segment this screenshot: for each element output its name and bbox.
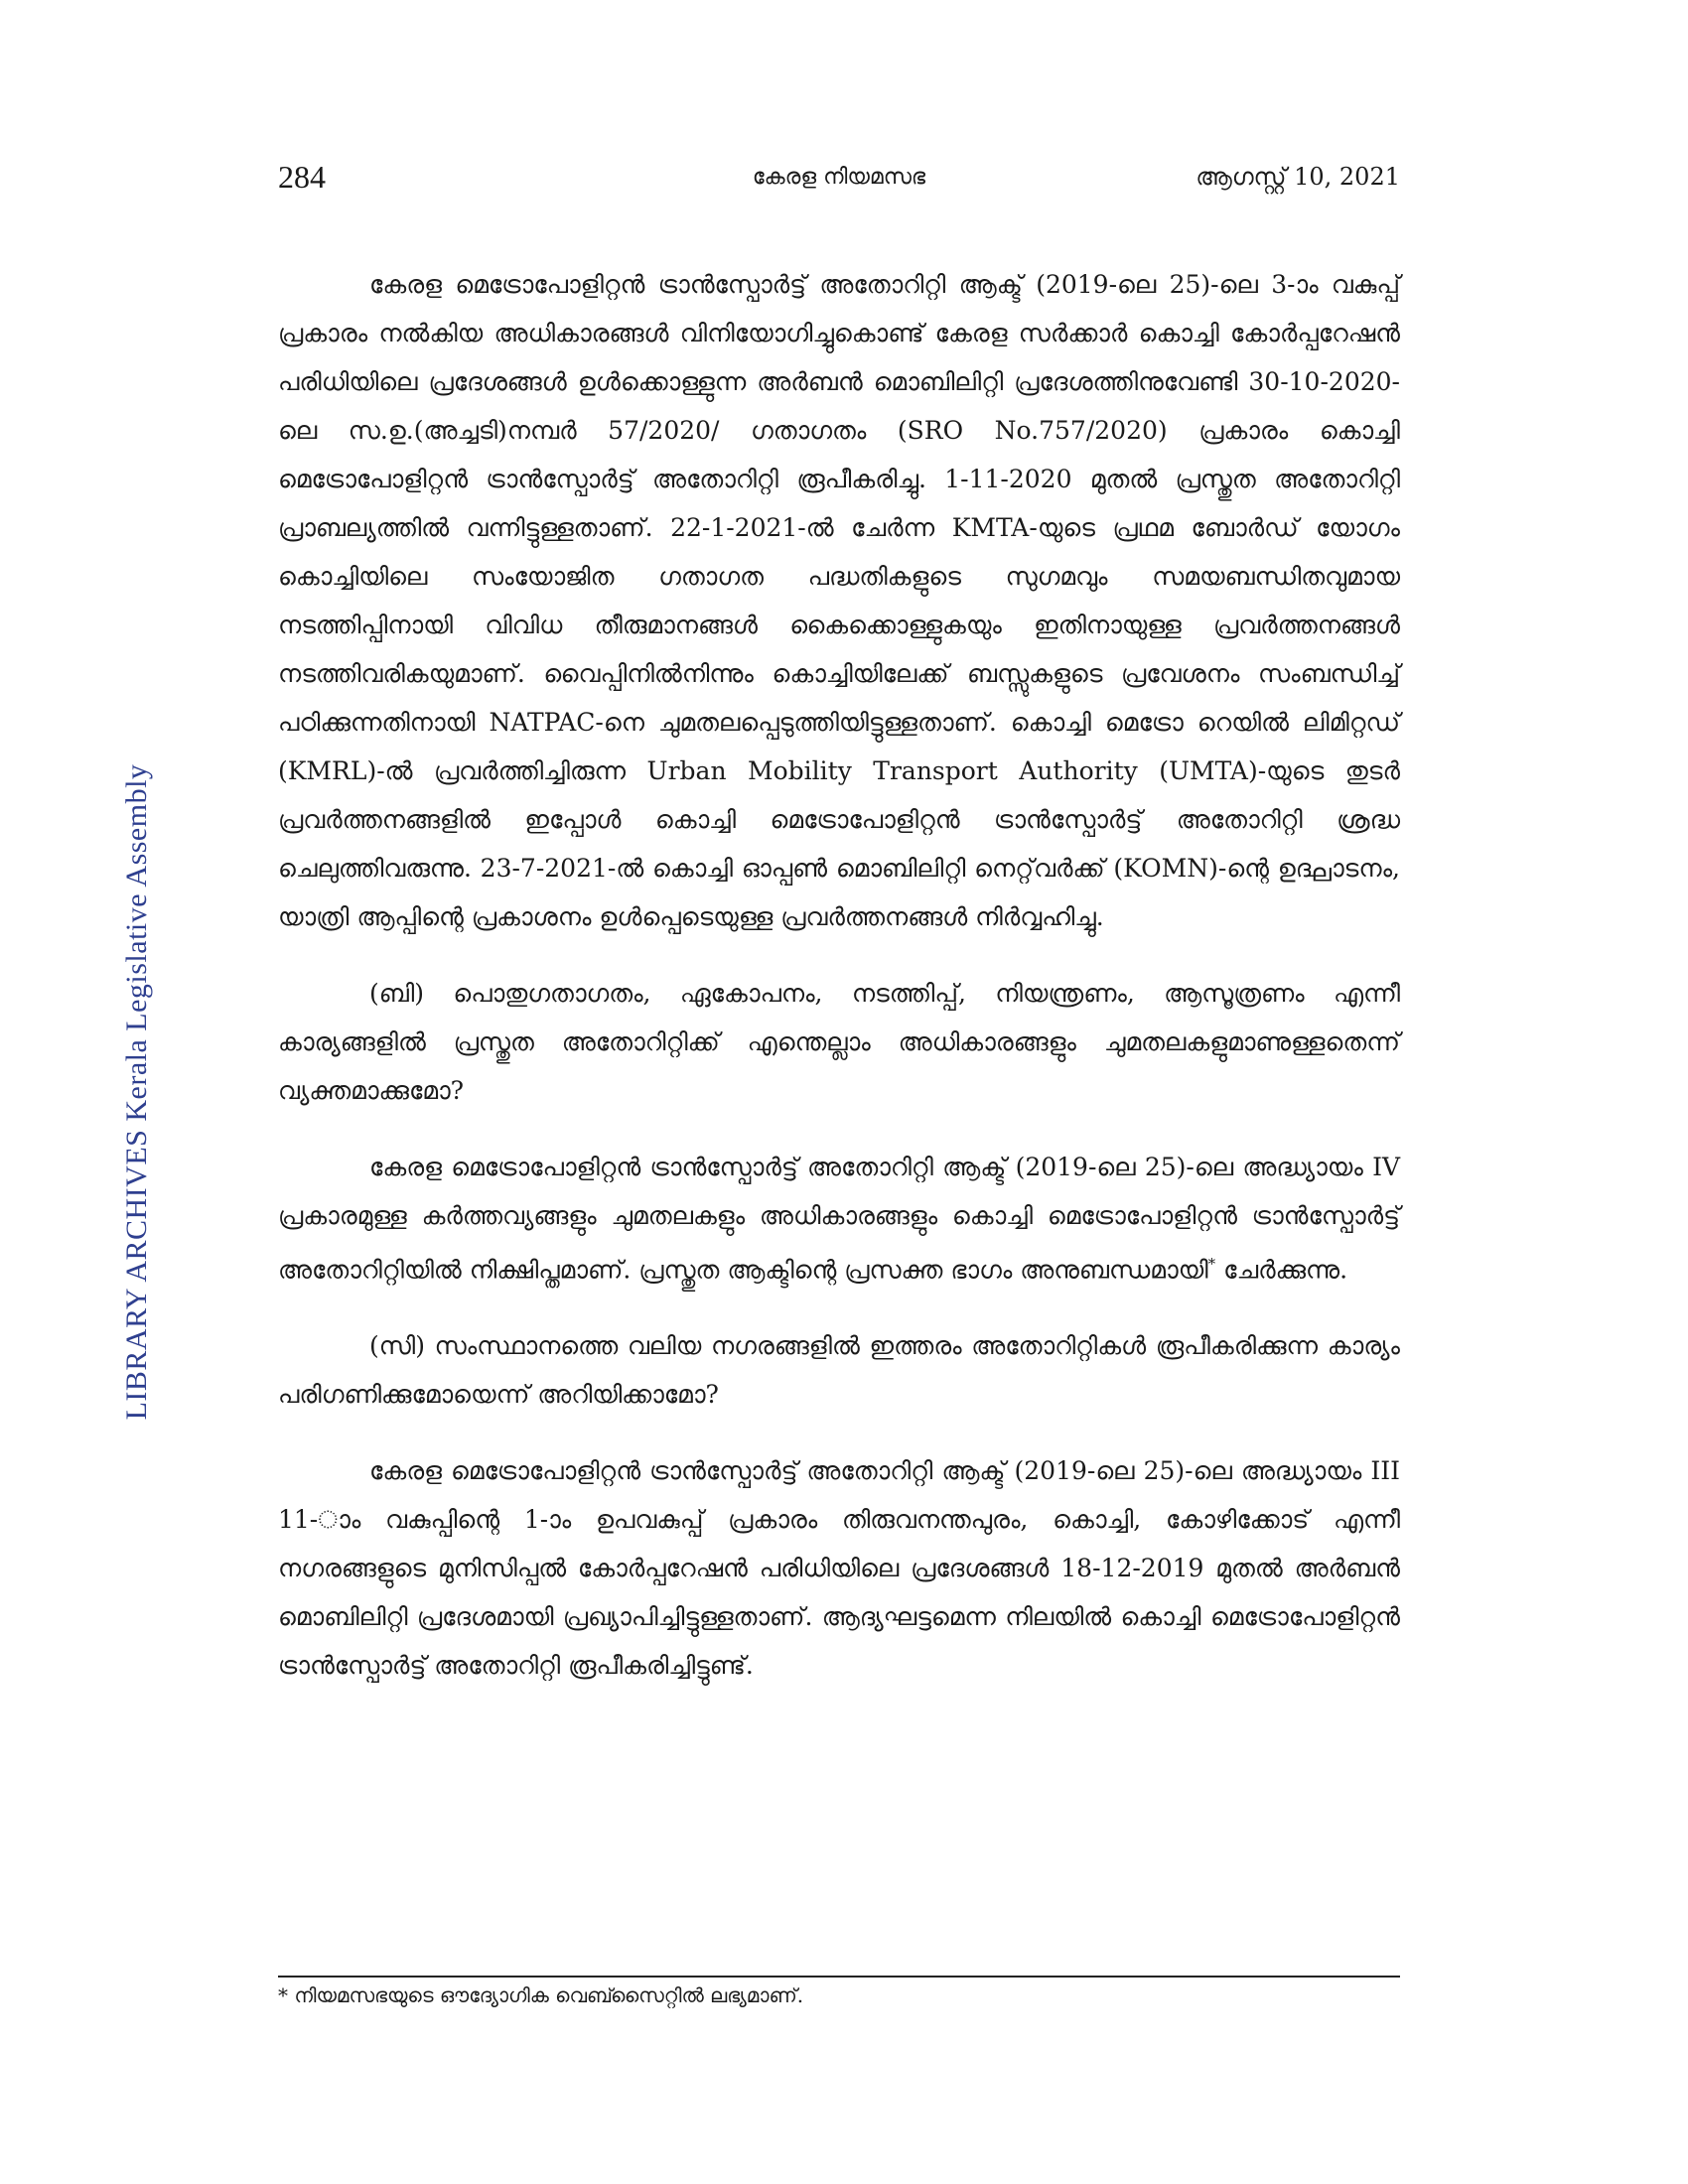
header-date: ആഗസ്റ്റ് 10, 2021 [1196, 163, 1400, 191]
running-title: കേരള നിയമസഭ [752, 165, 926, 190]
answer-paragraph-c: കേരള മെട്രോപോളിറ്റൻ ട്രാൻസ്പോർട്ട് അതോറിറ്റി ആക്ട് (2019-ലെ 25)-ലെ അദ്ധ്യായം III 11-ാം വകുപ്പിന്റെ 1-ാം ഉപവകുപ്പ് പ്രകാരം തിരുവനന്തപുരം, കൊച്ചി, കോഴിക്കോട് എന്നീ നഗരങ്ങളുടെ മുനിസിപ്പൽ കോർപ്പറേഷൻ പരിധിയിലെ പ്രദേശങ്ങൾ 18-12-2019 മുതൽ അർബൻ മൊബിലിറ്റി പ്രദേശമായി പ്രഖ്യാപിച്ചിട്ടുള്ളതാണ്. ആദ്യഘട്ടമെന്ന നിലയിൽ കൊച്ചി മെട്രോപോളിറ്റൻ ട്രാൻസ്പോർട്ട് അതോറിറ്റി രൂപീകരിച്ചിട്ടുണ്ട്. [278, 1456, 1400, 1681]
page-header [278, 159, 1400, 218]
footnote: * നിയമസഭയുടെ ഔദ്യോഗിക വെബ്സൈറ്റിൽ ലഭ്യമാണ്. [278, 1983, 804, 2007]
answer-paragraph-b [278, 1143, 1400, 1294]
archive-watermark: LIBRARY ARCHIVES Kerala Legislative Assembly [120, 763, 153, 1421]
footnote-marker: * [1207, 1255, 1216, 1273]
question-b-paragraph: (ബി) പൊതുഗതാഗതം, ഏകോപനം, നടത്തിപ്പ്, നിയന്ത്രണം, ആസൂത്രണം എന്നീ കാര്യങ്ങളിൽ പ്രസ്തുത അതോറിറ്റിക്ക് എന്തെല്ലാം അധികാരങ്ങളും ചുമതലകളുമാണുള്ളതെന്ന് വ്യക്തമാക്കുമോ? [278, 979, 1400, 1105]
document-body [278, 260, 1400, 1717]
answer-b-text: കേരള മെട്രോപോളിറ്റൻ ട്രാൻസ്പോർട്ട് അതോറിറ്റി ആക്ട് (2019-ലെ 25)-ലെ അദ്ധ്യായം IV പ്രകാരമുള്ള കർത്തവ്യങ്ങളും ചുമതലകളും അധികാരങ്ങളും കൊച്ചി മെട്രോപോളിറ്റൻ ട്രാൻസ്പോർട്ട് അതോറിറ്റിയിൽ നിക്ഷിപ്തമാണ്. പ്രസ്തുത ആക്ടിന്റെ പ്രസക്ത ഭാഗം അനുബന്ധമായി [278, 1153, 1400, 1285]
question-c-paragraph: (സി) സംസ്ഥാനത്തെ വലിയ നഗരങ്ങളിൽ ഇത്തരം അതോറിറ്റികൾ രൂപീകരിക്കുന്ന കാര്യം പരിഗണിക്കുമോയെന്ന് അറിയിക്കാമോ? [278, 1331, 1400, 1410]
footnote-divider [278, 1976, 1400, 1978]
page-number: 284 [278, 159, 326, 195]
answer-paragraph-a: കേരള മെട്രോപോളിറ്റൻ ട്രാൻസ്പോർട്ട് അതോറിറ്റി ആക്ട് (2019-ലെ 25)-ലെ 3-ാം വകുപ്പ് പ്രകാരം നൽകിയ അധികാരങ്ങൾ വിനിയോഗിച്ചുകൊണ്ട് കേരള സർക്കാർ കൊച്ചി കോർപ്പറേഷൻ പരിധിയിലെ പ്രദേശങ്ങൾ ഉൾക്കൊള്ളുന്ന അർബൻ മൊബിലിറ്റി പ്രദേശത്തിനുവേണ്ടി 30-10-2020-ലെ സ.ഉ.(അച്ചടി)നമ്പർ 57/2020/ ഗതാഗതം (SRO No.757/2020) പ്രകാരം കൊച്ചി മെട്രോപോളിറ്റൻ ട്രാൻസ്പോർട്ട് അതോറിറ്റി രൂപീകരിച്ചു. 1-11-2020 മുതൽ പ്രസ്തുത അതോറിറ്റി പ്രാബല്യത്തിൽ വന്നിട്ടുള്ളതാണ്. 22-1-2021-ൽ ചേർന്ന KMTA-യുടെ പ്രഥമ ബോർഡ് യോഗം കൊച്ചിയിലെ സംയോജിത ഗതാഗത പദ്ധതികളുടെ സുഗമവും സമയബന്ധിതവുമായ നടത്തിപ്പിനായി വിവിധ തീരുമാനങ്ങൾ കൈക്കൊള്ളുകയും ഇതിനായുള്ള പ്രവർത്തനങ്ങൾ നടത്തിവരികയുമാണ്. വൈപ്പിനിൽനിന്നും കൊച്ചിയിലേക്ക് ബസ്സുകളുടെ പ്രവേശനം സംബന്ധിച്ച് പഠിക്കുന്നതിനായി NATPAC-നെ ചുമതലപ്പെടുത്തിയിട്ടുള്ളതാണ്. കൊച്ചി മെട്രോ റെയിൽ ലിമിറ്റഡ് (KMRL)-ൽ പ്രവർത്തിച്ചിരുന്ന Urban Mobility Transport Authority (UMTA)-യുടെ തുടർ പ്രവർത്തനങ്ങളിൽ ഇപ്പോൾ കൊച്ചി മെട്രോപോളിറ്റൻ ട്രാൻസ്പോർട്ട് അതോറിറ്റി ശ്രദ്ധ ചെലുത്തിവരുന്നു. 23-7-2021-ൽ കൊച്ചി ഓപ്പൺ മൊബിലിറ്റി നെറ്റ്‌വർക്ക് (KOMN)-ന്റെ ഉദ്ഘാടനം, യാത്രി ആപ്പിന്റെ പ്രകാശനം ഉൾപ്പെടെയുള്ള പ്രവർത്തനങ്ങൾ നിർവ്വഹിച്ചു. [278, 270, 1400, 931]
answer-b-tail: ചേർക്കുന്നു. [1215, 1255, 1348, 1285]
